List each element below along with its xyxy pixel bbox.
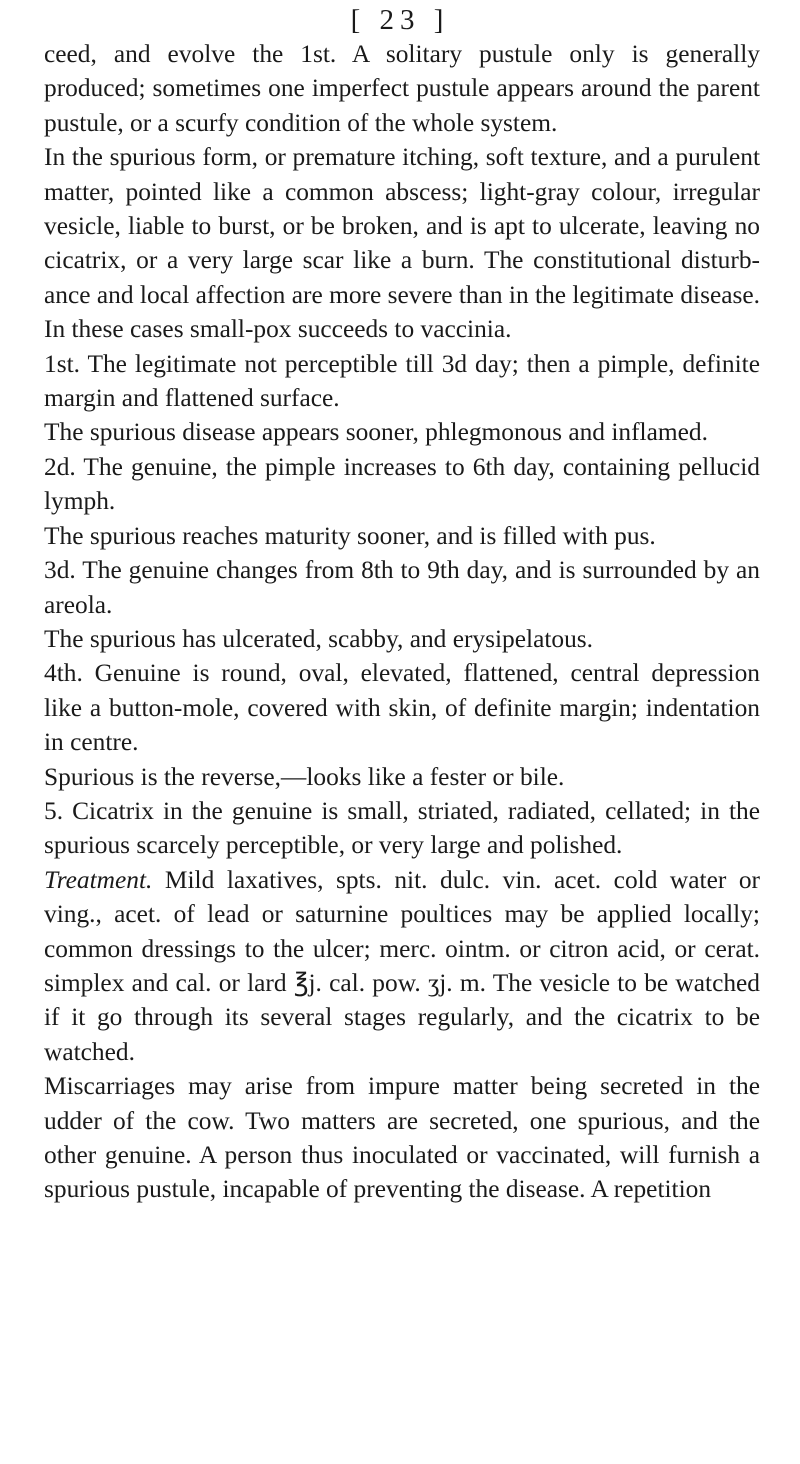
paragraph-2: In the spurious form, or premature itching, soft texture, and a purulent matter, pointed like a common abscess; light-gray colour, irregular vesicle, liable to burst, or be broken, and is apt to ulcerate, leaving no cicatrix, or a very large scar like a burn. The constitutional disturbance and local affection are more severe than in the legitimate disease. In these cases small-pox succeeds to vaccinia. <box>44 143 760 344</box>
paragraph-11: 5. Cicatrix in the genuine is small, striated, radiated, cellated; in the spurious scarcely perceptible, or very large and polished. <box>44 796 760 860</box>
paragraph-treatment <box>44 863 760 1069</box>
page-number: [ 23 ] <box>350 4 450 36</box>
paragraph-6: The spurious reaches maturity sooner, and is filled with pus. <box>44 521 656 550</box>
paragraph-4: The spurious disease appears sooner, phlegmonous and inflamed. <box>44 418 708 447</box>
paragraph-5: 2d. The genuine, the pimple increases to 6th day, containing pellucid lymph. <box>44 452 760 516</box>
paragraph-13: Miscarriages may arise from impure matter being secreted in the udder of the cow. Two matters are secreted, one spurious, and the other genuine. A person thus inoculated or vaccinated, will furnish a spurious pustule, incapable of preventing the disease. A repetition <box>44 1072 760 1204</box>
paragraph-7: 3d. The genuine changes from 8th to 9th day, and is surrounded by an areola. <box>44 556 760 619</box>
paragraph-9: 4th. Genuine is round, oval, elevated, flattened, central depression like a button-mole, covered with skin, of definite margin; indentation in centre. <box>44 659 760 757</box>
body-text <box>44 37 760 1207</box>
treatment-heading: Treatment. <box>44 865 153 894</box>
paragraph-1: ceed, and evolve the 1st. A solitary pustule only is generally produced; sometimes one imperfect pustule appears around the parent pustule, or a scurfy condition of the whole system. <box>44 40 760 137</box>
treatment-text: Mild laxatives, spts. nit. dulc. vin. acet. cold water or ving., acet. of lead or saturnine poultices may be applied locally; common dressings to the ulcer; merc. ointm. or citron acid, or cerat. simplex and cal. or lard ℥j. cal. pow. ʒj. m. The vesicle to be watched if it go through its several stages regularly, and the cicatrix to be watched. <box>44 865 760 1066</box>
paragraph-10: Spurious is the reverse,—looks like a fester or bile. <box>44 762 565 791</box>
paragraph-8: The spurious has ulcerated, scabby, and erysipelatous. <box>44 624 594 653</box>
paragraph-3: 1st. The legitimate not perceptible till 3d day; then a pimple, definite margin and flattened surface. <box>44 349 760 413</box>
